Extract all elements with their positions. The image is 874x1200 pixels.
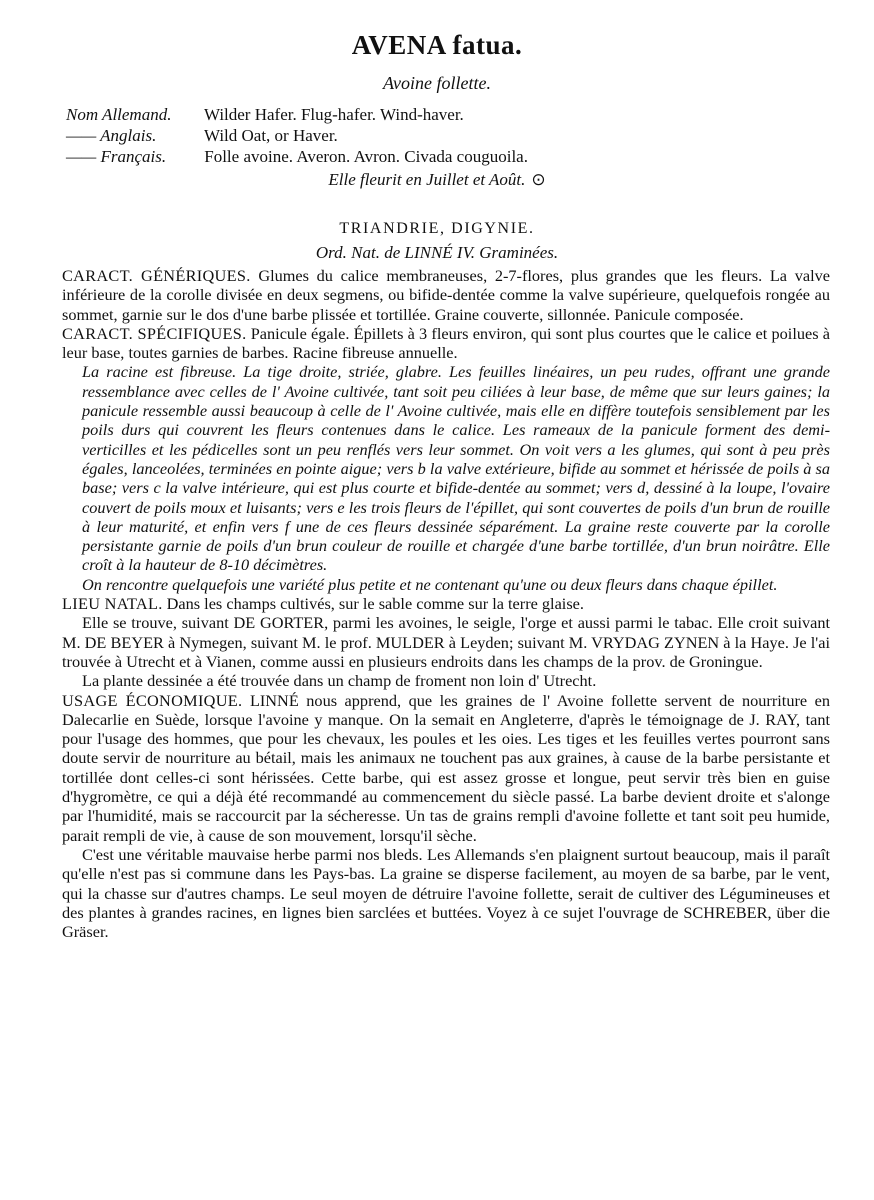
name-french-row [66,146,826,167]
variety-note: On rencontre quelquefois une variété plus petite et ne contenant qu'une ou deux fleurs dans chaque épillet. [82,574,778,594]
habitat-label: LIEU NATAL. [62,594,163,614]
name-english-row [66,125,826,146]
name-french-value: Folle avoine. Averon. Avron. Civada couguoila. [204,147,528,166]
generic-characters-label: CARACT. GÉNÉRIQUES. [62,266,251,285]
page-title: AVENA fatua. [351,30,523,60]
name-german-row [66,104,826,125]
weed-paragraph: C'est une véritable mauvaise herbe parmi nos bleds. Les Allemands s'en plaignent surtout beaucoup, mais il paraît qu'elle n'est pas si commune dans les Pays-bas. La graine se disperse facilement, au moyen de sa barbe, par le vent, qui la chasse sur d'autres champs. Le seul moyen de détruire l'avoine follette, serait de cultiver des Légumineuses et des plantes à grandes racines, en lignes bien sarclées et buttées. Voyez à ce sujet l'ouvrage de SCHREBER, über die Gräser. [62,844,830,942]
generic-characters-text: Glumes du calice membraneuses, 2-7-flores, plus grandes que les fleurs. La valve inférieure de la corolle divisée en deux segmens, ou bifide-dentée comme la valve supérieure, quelquefois rongée au sommet, garnie sur le dos d'une barbe plissée et tortillée. Graine couverte, sillonnée. Panicule composée. [62,266,830,324]
classification-heading: TRIANDRIE, DIGYNIE. [339,220,535,237]
specific-characters-paragraph [62,324,830,363]
habitat-text: Dans les champs cultivés, sur le sable comme sur la terre glaise. [166,594,584,614]
page-subtitle: Avoine follette. [383,73,491,93]
specific-characters-label: CARACT. SPÉCIFIQUES. [62,323,247,343]
generic-characters-paragraph [62,266,830,324]
description-body [62,266,830,941]
name-german-value: Wilder Hafer. Flug-hafer. Wind-haver. [203,105,464,124]
perennial-symbol-icon: ⊙ [531,170,546,189]
name-english-value: Wild Oat, or Haver. [203,126,338,145]
habitat-specimen-note: La plante dessinée a été trouvée dans un champ de froment non loin d' Utrecht. [82,671,597,691]
natural-order [0,243,874,263]
usage-paragraph [62,691,830,845]
morphology-description: La racine est fibreuse. La tige droite, striée, glabre. Les feuilles linéaires, un peu rudes, offrant une grande ressemblance avec celles de l' Avoine cultivée, tant soit peu ciliées à leur base, de même que sur leurs gaines; la panicule ressemble aussi beaucoup à celle de l' Avoine cultivée, mais elle en diffère toutefois sensiblement par les poils durs qui couvrent les fleurs contenues dans le calice. Les rameaux de la panicule forment des demi-verticilles et les pédicelles sont un peu renflés vers leur sommet. On voit vers a les glumes, qui sont à peu près égales, lanceolées, terminées en pointe aigue; vers b la valve extérieure, bifide au sommet et hérissée de poils à sa base; vers c la valve intérieure, qui est plus courte et bifide-dentée au sommet; vers d, dessiné à la loupe, l'ovaire couvert de poils moux et luisants; vers e les trois fleurs de l'épillet, qui sont couvertes de poils d'un brun de rouille à leur maturité, et enfin vers f une de ces fleurs dessinée séparément. La graine reste couverte par la corolle persistante garnie de poils d'un brun couleur de rouille et chargée d'une barbe tortillée, d'un brun noirâtre. Elle croît à la hauteur de 8-10 décimètres. [82,362,830,575]
natural-order-text: Ord. Nat. de LINNÉ IV. Graminées. [315,243,559,262]
habitat-paragraph [62,594,830,613]
habitat-localities: Elle se trouve, suivant DE GORTER, parmi les avoines, le seigle, l'orge et aussi parmi le tabac. Elle croit suivant M. DE BEYER à Nymegen, suivant M. le prof. MULDER à Leyden; suivant M. VRYDAG ZYNEN à la Haye. Je l'ai trouvée à Utrecht et à Vianen, comme aussi en plusieurs endroits dans les champs de la prov. de Groningue. [62,613,830,671]
name-german-label: Nom Allemand. [66,105,172,124]
specific-characters-text: Panicule égale. Épillets à 3 fleurs environ, qui sont plus courtes que le calice et poilues à leur base, toutes garnies de barbes. Racine fibreuse annuelle. [62,323,831,363]
flowering-line [0,170,874,190]
common-names-block [66,104,826,167]
usage-label: USAGE ÉCONOMIQUE. [62,690,243,710]
name-french-label: —— Français. [66,147,167,166]
name-english-label: —— Anglais. [66,126,157,145]
flowering-text: Elle fleurit en Juillet et Août. [328,170,526,189]
usage-text: LINNÉ nous apprend, que les graines de l' Avoine follette servent de nourriture en Dalecarlie en Suède, lorsque l'avoine y manque. On la semait en Angleterre, d'après le témoignage de J. RAY, tant pour l'usage des hommes, que pour les chevaux, les poules et les oies. Les tiges et les feuilles vertes pourront sans doute servir de nourriture au bétail, mais les animaux ne touchent pas aux graines, à cause de la barbe persistante et tortillée dont celles-ci sont hérissées. Cette barbe, qui est assez grosse et longue, peut servir très bien en guise d'hygromètre, ce qui a déjà été recommandé au commencement du siècle passé. La barbe devient droite et s'alonge par l'humidité, mais se raccourcit par la sécheresse. Un tas de grains rempli d'avoine follette et tant soit peu humide, parait rempli de vie, à cause de son mouvement, lorsqu'il sèche. [62,690,830,845]
